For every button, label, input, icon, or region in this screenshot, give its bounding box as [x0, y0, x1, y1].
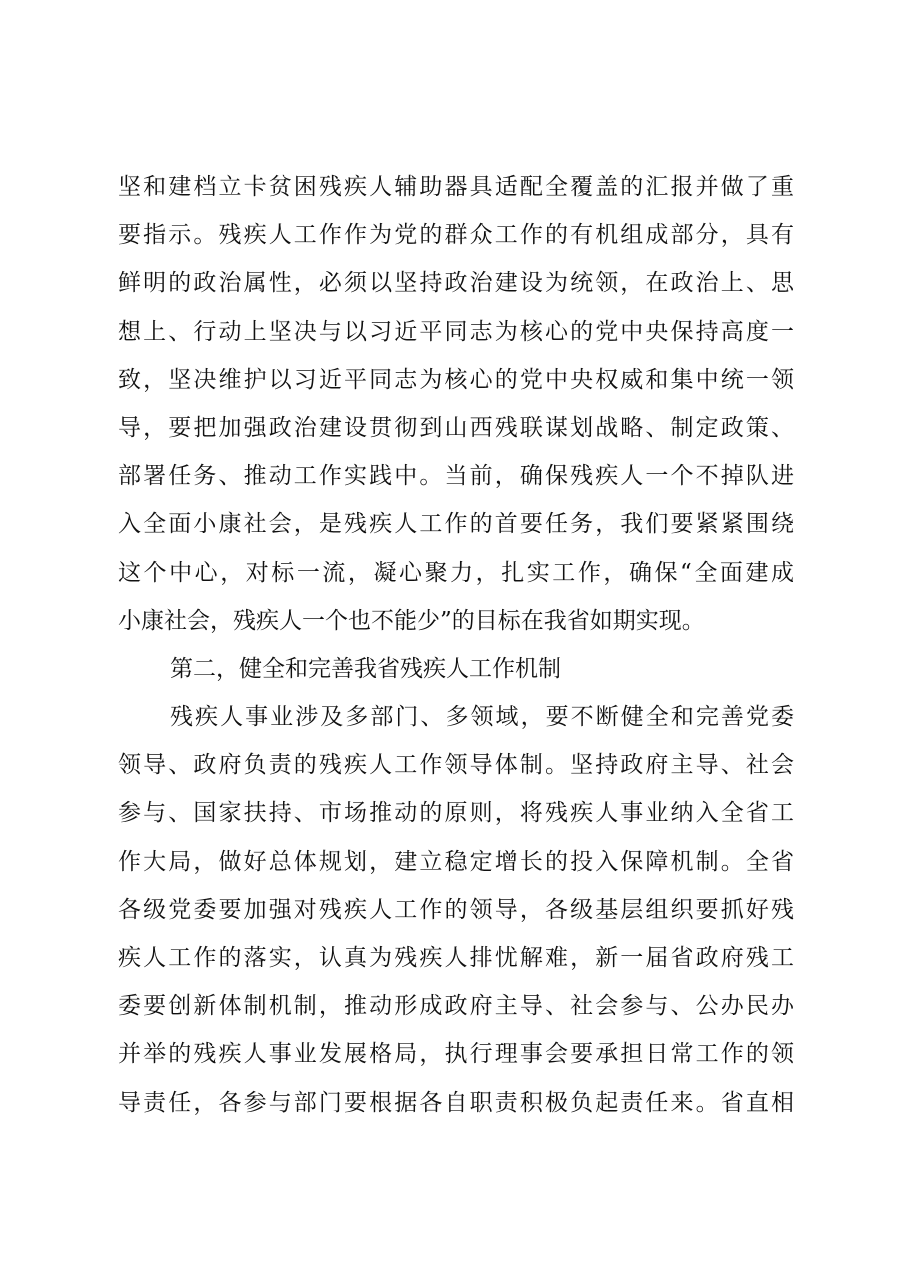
text-line: 各级党委要加强对残疾人工作的领导，各级基层组织要抓好残 — [118, 896, 794, 923]
text-line: 要指示。残疾人工作作为党的群众工作的有机组成部分，具有 — [118, 222, 794, 249]
text-line: 导，要把加强政治建设贯彻到山西残联谋划战略、制定政策、 — [118, 414, 794, 441]
paragraph-first-line: 残疾人事业涉及多部门、多领域，要不断健全和完善党委 — [170, 704, 794, 731]
section-heading: 第二，健全和完善我省残疾人工作机制 — [170, 655, 561, 682]
text-line: 领导、政府负责的残疾人工作领导体制。坚持政府主导、社会 — [118, 752, 794, 779]
text-line: 鲜明的政治属性，必须以坚持政治建设为统领，在政治上、思 — [118, 270, 794, 297]
text-line: 作大局，做好总体规划，建立稳定增长的投入保障机制。全省 — [118, 848, 794, 875]
text-line: 小康社会，残疾人一个也不能少”的目标在我省如期实现。 — [118, 607, 705, 634]
text-line: 想上、行动上坚决与以习近平同志为核心的党中央保持高度一 — [118, 318, 794, 345]
text-line: 部署任务、推动工作实践中。当前，确保残疾人一个不掉队进 — [118, 463, 794, 490]
body-text — [118, 163, 794, 1127]
text-line: 疾人工作的落实，认真为残疾人排忧解难，新一届省政府残工 — [118, 945, 794, 971]
text-line: 致，坚决维护以习近平同志为核心的党中央权威和集中统一领 — [118, 366, 794, 393]
text-line: 参与、国家扶持、市场推动的原则，将残疾人事业纳入全省工 — [118, 800, 794, 827]
text-line: 坚和建档立卡贫困残疾人辅助器具适配全覆盖的汇报并做了重 — [118, 174, 794, 200]
text-line: 入全面小康社会，是残疾人工作的首要任务，我们要紧紧围绕 — [118, 511, 794, 538]
text-line: 导责任，各参与部门要根据各自职责积极负起责任来。省直相 — [118, 1089, 794, 1116]
text-line: 委要创新体制机制，推动形成政府主导、社会参与、公办民办 — [118, 993, 794, 1020]
text-line: 并举的残疾人事业发展格局，执行理事会要承担日常工作的领 — [118, 1041, 794, 1068]
text-line: 这个中心，对标一流，凝心聚力，扎实工作，确保“全面建成 — [118, 559, 794, 586]
